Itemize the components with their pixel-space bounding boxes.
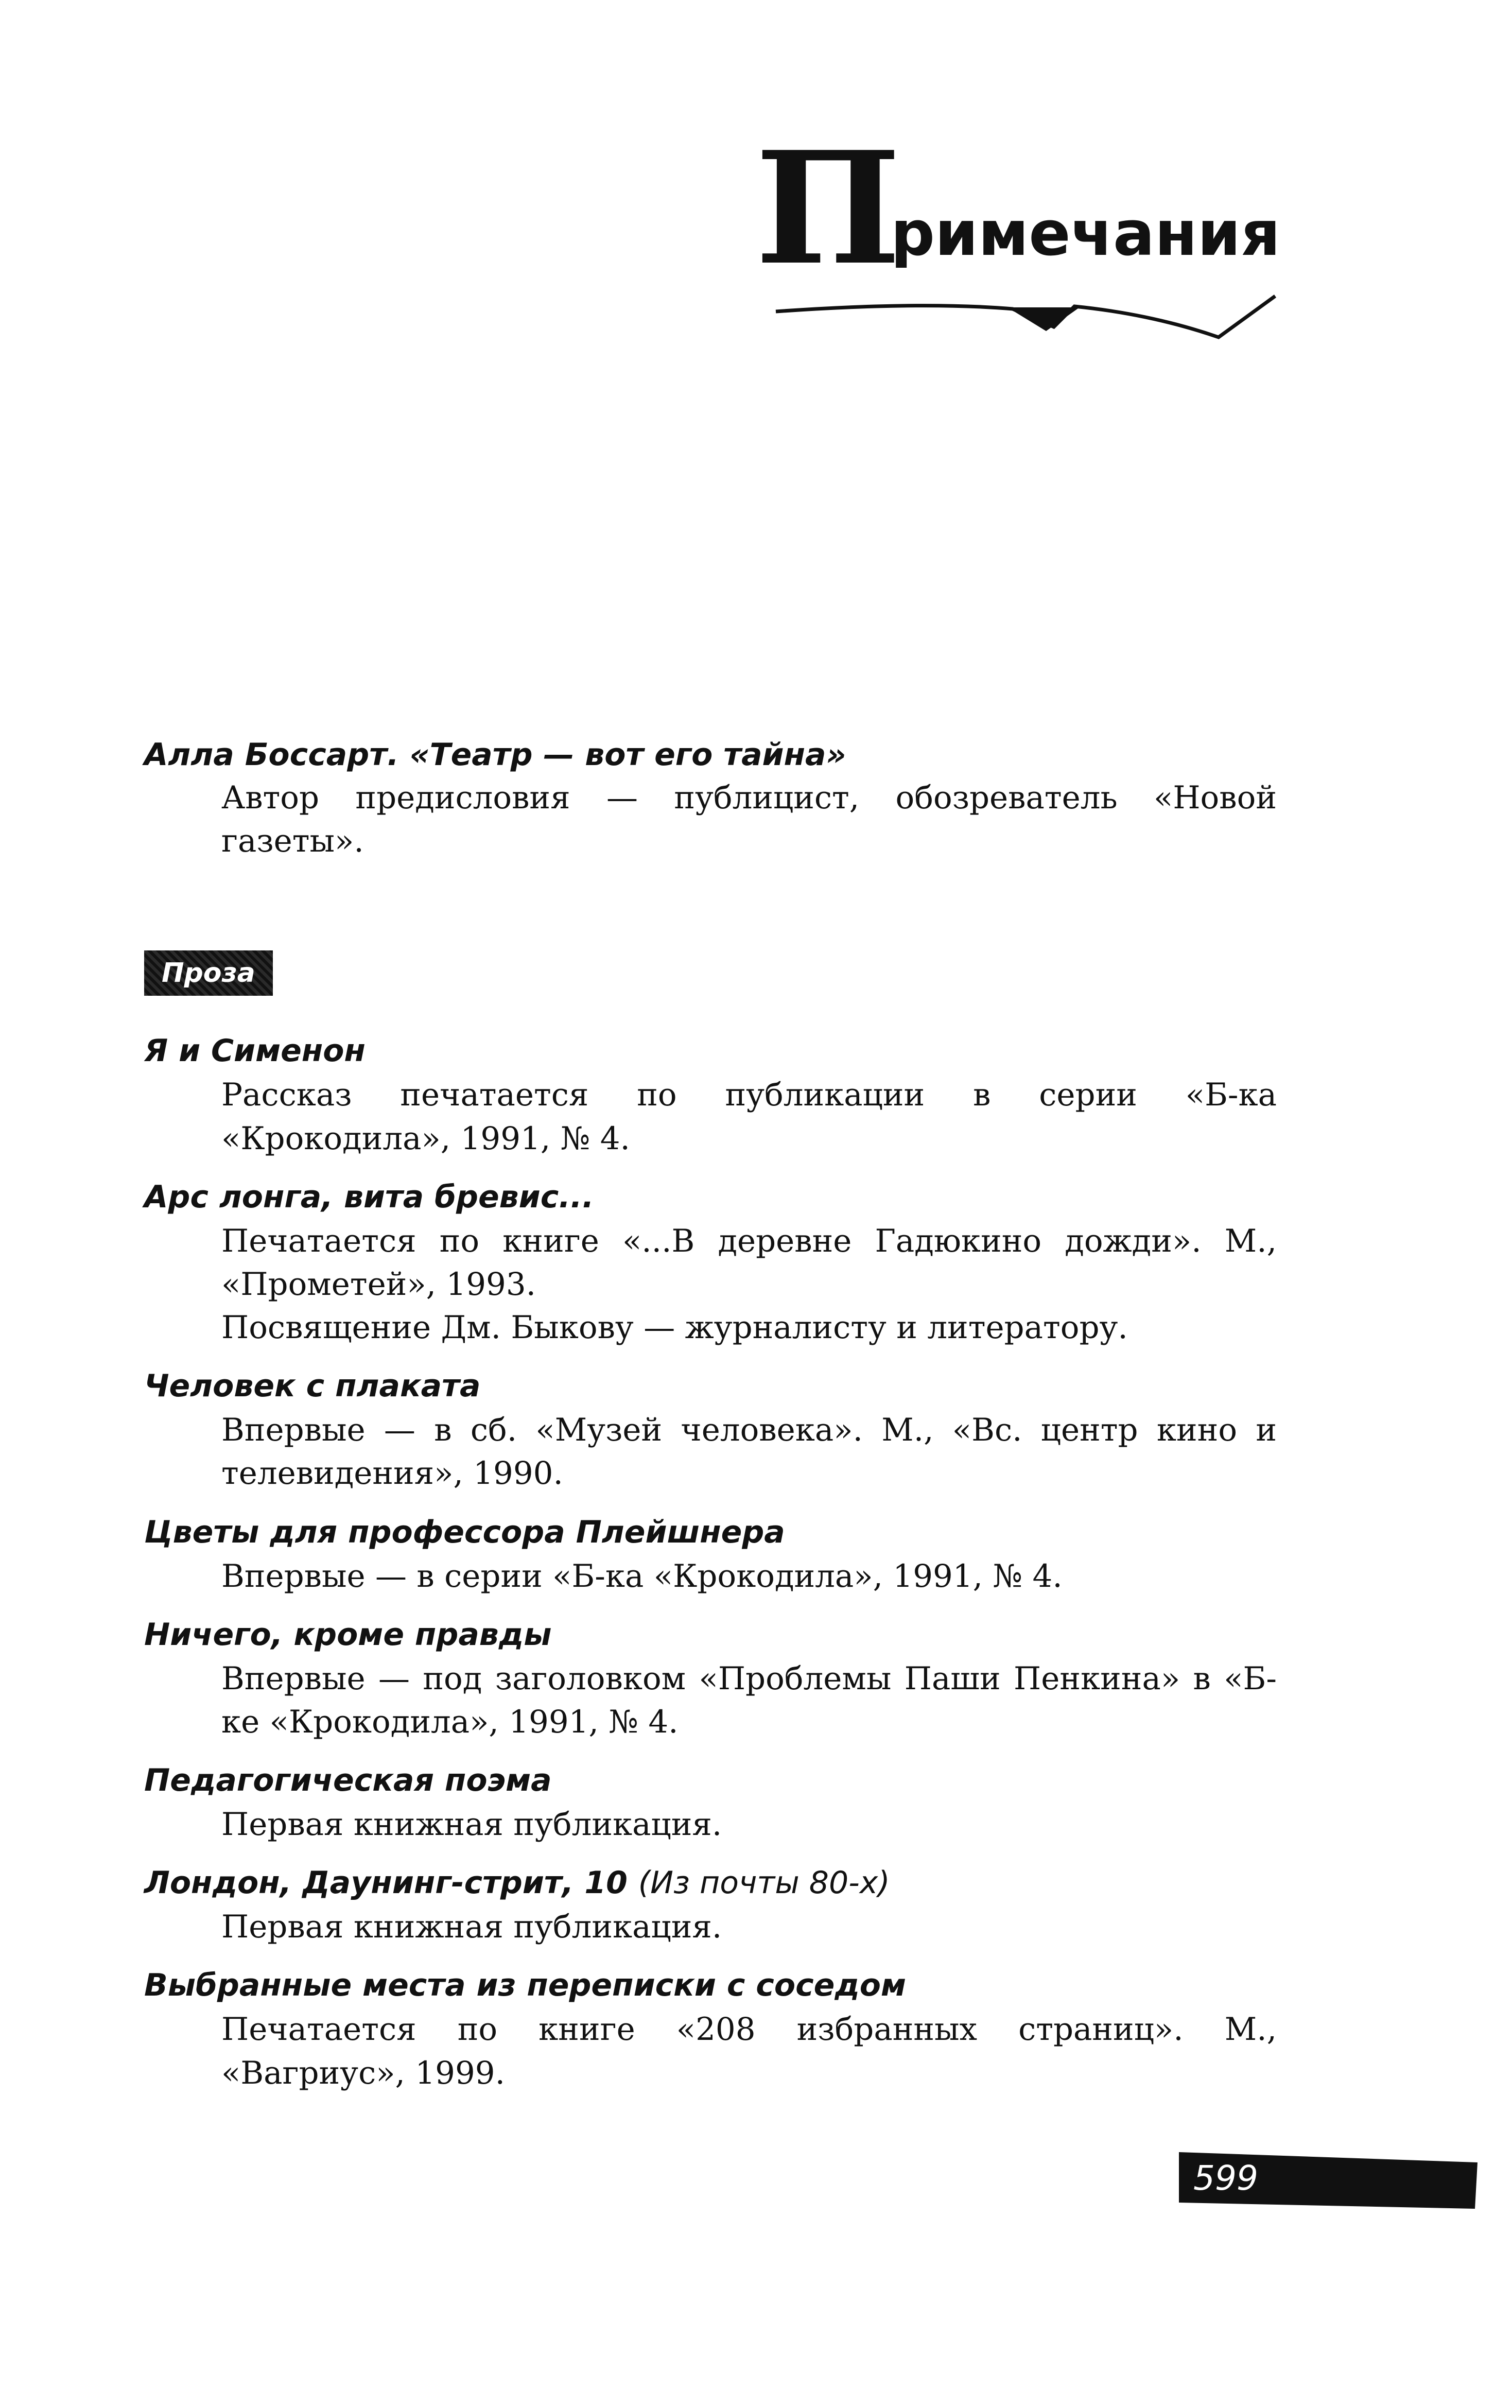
note-body: Посвящение Дм. Быкову — журналисту и литератору. <box>221 1309 1128 1346</box>
note-title-sub: (Из почты 80-х) <box>638 1865 890 1901</box>
section-label-prose: Проза <box>144 950 273 996</box>
notes-content <box>144 736 1277 2112</box>
note-body: Рассказ печатается по публикации в серии «Б-ка «Крокодила», 1991, № 4. <box>221 1077 1277 1157</box>
note-entry <box>144 1761 1277 1846</box>
intro-title: Алла Боссарт. «Театр — вот его тайна» <box>144 737 846 773</box>
note-body: Впервые — в сб. «Музей человека». М., «Вс. центр кино и телевидения», 1990. <box>221 1412 1277 1492</box>
note-title-main: Лондон, Даунинг-стрит, 10 <box>144 1865 628 1901</box>
note-entry <box>144 1178 1277 1350</box>
chapter-title-rest: римечания <box>891 198 1280 270</box>
note-title: Человек с плаката <box>144 1368 481 1405</box>
intro-body: Автор предисловия — публицист, обозреватель «Новой газеты». <box>221 779 1277 860</box>
note-body: Первая книжная публикация. <box>221 1806 722 1843</box>
note-title: Арс лонга, вита бревис... <box>144 1179 594 1215</box>
page-number-tab <box>1179 2152 1478 2209</box>
note-body: Впервые — в серии «Б-ка «Крокодила», 1991, № 4. <box>221 1557 1063 1595</box>
note-entry <box>144 1966 1277 2094</box>
note-entry <box>144 1367 1277 1495</box>
note-title: Педагогическая поэма <box>144 1762 552 1799</box>
note-body: Первая книжная публикация. <box>221 1909 722 1946</box>
note-body: Впервые — под заголовком «Проблемы Паши Пенкина» в «Б-ке «Крокодила», 1991, № 4. <box>221 1660 1277 1740</box>
chapter-title-initial: П <box>755 117 896 299</box>
chapter-header <box>755 117 1280 348</box>
intro-entry <box>144 736 1277 863</box>
note-title: Ничего, кроме правды <box>144 1616 552 1653</box>
note-entry <box>144 1032 1277 1160</box>
chapter-title <box>755 117 1280 299</box>
note-entry <box>144 1513 1277 1598</box>
note-title: Выбранные места из переписки с соседом <box>144 1967 907 2004</box>
page-number: 599 <box>1193 2158 1258 2198</box>
header-decorative-line <box>766 286 1280 342</box>
note-body: Печатается по книге «208 избранных страниц». М., «Вагриус», 1999. <box>221 2011 1277 2091</box>
note-title: Цветы для профессора Плейшнера <box>144 1514 785 1550</box>
note-entry <box>144 1616 1277 1744</box>
note-entry <box>144 1864 1277 1949</box>
note-title: Я и Сименон <box>144 1033 366 1069</box>
note-body: Печатается по книге «...В деревне Гадюкино дожди». М., «Прометей», 1993. <box>221 1222 1277 1303</box>
note-title <box>144 1864 1277 1902</box>
